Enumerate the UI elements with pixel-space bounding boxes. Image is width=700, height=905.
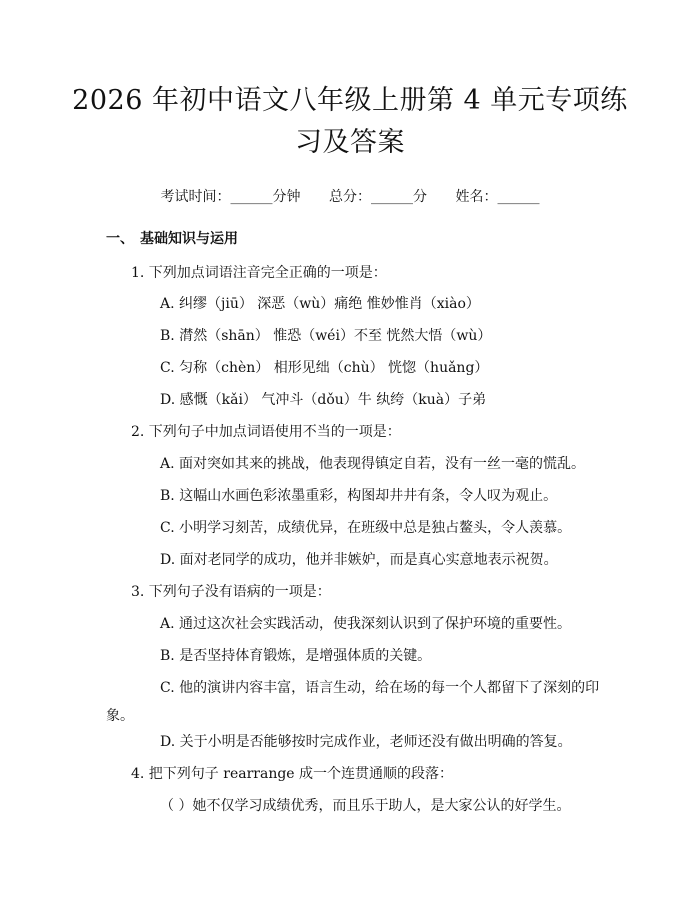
question-2-option-b: B. 这幅山水画色彩浓墨重彩，构图却井井有条，令人叹为观止。 [160,488,558,504]
question-3-option-b: B. 是否坚持体育锻炼，是增强体质的关键。 [160,648,432,664]
title-line-1: 2026 年初中语文八年级上册第 4 单元专项练 [72,85,628,116]
question-3-option-d: D. 关于小明是否能够按时完成作业，老师还没有做出明确的答复。 [160,734,572,750]
question-3-option-c-line-1: C. 他的演讲内容丰富，语言生动，给在场的每一个人都留下了深刻的印 [160,680,600,696]
question-3-stem: 3. 下列句子没有语病的一项是： [131,584,331,600]
question-2-stem: 2. 下列句子中加点词语使用不当的一项是： [131,424,401,440]
question-2-option-a: A. 面对突如其来的挑战，他表现得镇定自若，没有一丝一毫的慌乱。 [160,456,586,472]
question-1-option-b: B. 潸然（shān） 惟恐（wéi）不至 恍然大悟（wù） [160,328,492,344]
exam-info-row [0,186,700,206]
question-4-stem: 4. 把下列句子 rearrange 成一个连贯通顺的段落： [131,766,454,782]
question-1-stem: 1. 下列加点词语注音完全正确的一项是： [131,265,387,281]
section-title: 基础知识与运用 [140,231,238,247]
exam-time-field: 考试时间：______分钟 [160,189,301,205]
section-number: 一、 [106,231,134,247]
exam-title [0,0,700,164]
question-2-option-c: C. 小明学习刻苦，成绩优异，在班级中总是独占鳌头，令人羡慕。 [160,520,572,536]
question-3-option-a: A. 通过这次社会实践活动，使我深刻认识到了保护环境的重要性。 [160,616,572,632]
question-2-option-d: D. 面对老同学的成功，他并非嫉妒，而是真心实意地表示祝贺。 [160,552,558,568]
total-score-field: 总分：______分 [329,189,427,205]
question-3-option-c [106,677,599,725]
question-1-option-d: D. 感慨（kǎi） 气冲斗（dǒu）牛 纨绔（kuà）子弟 [160,392,487,408]
question-1-option-c: C. 匀称（chèn） 相形见绌（chù） 恍惚（huǎng） [160,360,489,376]
student-name-field: 姓名：______ [455,189,540,205]
question-4-item-1: （ ）她不仅学习成绩优秀，而且乐于助人，是大家公认的好学生。 [160,798,571,814]
question-1-option-a: A. 纠缪（jiū） 深恶（wù）痛绝 惟妙惟肖（xiào） [160,296,480,312]
title-line-2: 习及答案 [295,127,405,158]
section-heading [106,228,238,248]
question-3-option-c-line-2: 象。 [106,708,134,724]
